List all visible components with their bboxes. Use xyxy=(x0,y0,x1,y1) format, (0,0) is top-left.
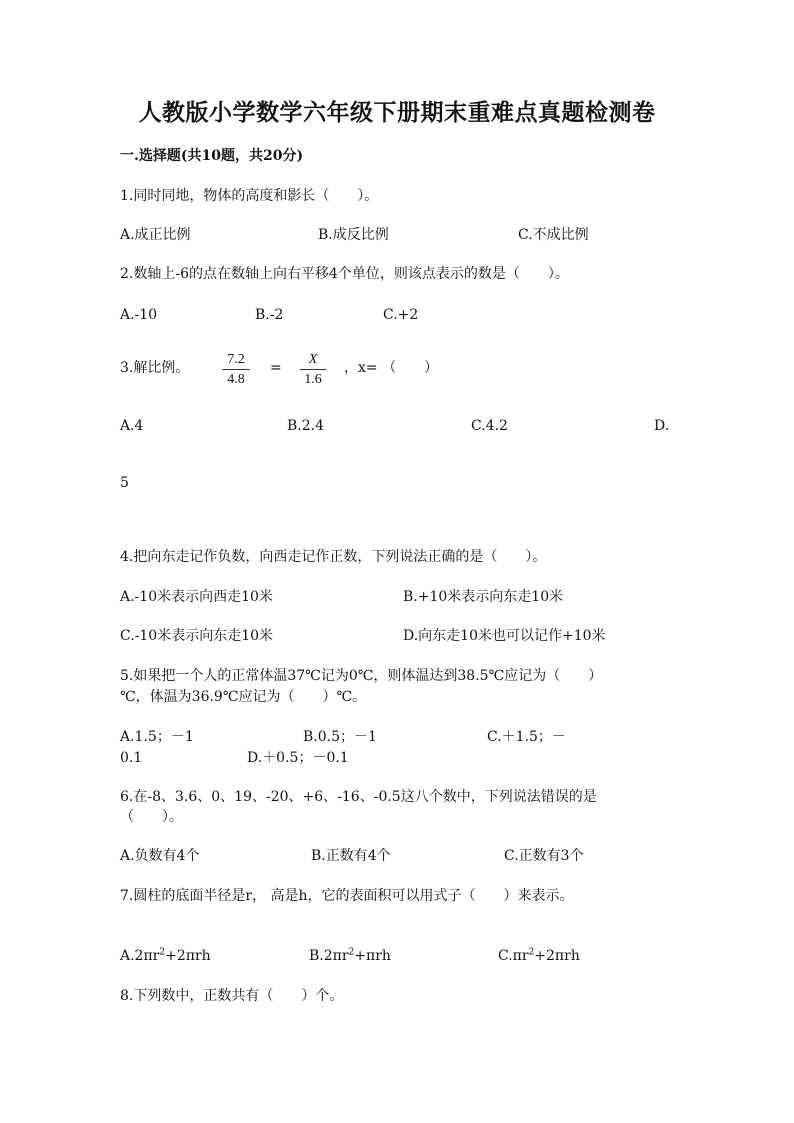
question-3-option-a: A.4 xyxy=(120,418,144,434)
question-3-option-d: D. xyxy=(654,418,670,434)
question-7-stem: 7.圆柱的底面半径是r， 高是h，它的表面积可以用式子（ ）来表示。 xyxy=(120,888,574,904)
exponent: 2 xyxy=(159,947,166,958)
question-5-stem-line-1: 5.如果把一个人的正常体温37℃记为0℃，则体温达到38.5℃应记为（ ） xyxy=(120,668,603,684)
question-4-option-a: A.-10米表示向西走10米 xyxy=(120,589,273,605)
question-6-option-b: B.正数有4个 xyxy=(311,848,391,864)
question-3-left-fraction xyxy=(222,351,250,388)
option-b-label: B.2πr xyxy=(309,948,349,964)
question-6-option-a: A.负数有4个 xyxy=(120,848,200,864)
question-3-stem-suffix: ，x= （ ） xyxy=(344,360,439,376)
question-3-option-c: C.4.2 xyxy=(471,418,508,434)
question-3-equals: = xyxy=(270,360,282,376)
question-6-stem-line-2: （ ）。 xyxy=(120,809,183,825)
question-1-option-c: C.不成比例 xyxy=(518,227,589,243)
question-5-option-a: A.1.5；－1 xyxy=(120,729,194,745)
question-2-option-c: C.+2 xyxy=(383,307,419,323)
option-c-rest: +2πrh xyxy=(534,948,580,964)
option-c-label: C.πr xyxy=(498,948,529,964)
exponent: 2 xyxy=(348,947,355,958)
question-6-stem-line-1: 6.在-8、3.6、0、19、-20、+6、-16、-0.5这八个数中，下列说法错误的是 xyxy=(120,789,597,805)
question-5-stem-line-2: ℃，体温为36.9℃应记为（ ）℃。 xyxy=(120,689,367,705)
question-2-option-b: B.-2 xyxy=(255,307,284,323)
right-denominator: 1.6 xyxy=(304,372,322,387)
question-1-stem: 1.同时同地，物体的高度和影长（ ）。 xyxy=(120,188,379,204)
question-3-right-fraction xyxy=(300,351,326,388)
question-3-option-d-value: 5 xyxy=(120,475,129,491)
exponent: 2 xyxy=(528,947,535,958)
question-6-option-c: C.正数有3个 xyxy=(504,848,584,864)
section-heading: 一.选择题(共10题，共20分) xyxy=(120,148,304,164)
question-8-stem: 8.下列数中，正数共有（ ）个。 xyxy=(120,988,344,1004)
fraction-bar xyxy=(222,369,250,370)
option-b-rest: +πrh xyxy=(354,948,391,964)
left-denominator: 4.8 xyxy=(227,372,245,387)
question-4-option-b: B.+10米表示向东走10米 xyxy=(403,589,564,605)
question-5-option-d: D.＋0.5；－0.1 xyxy=(247,750,349,766)
question-4-option-d: D.向东走10米也可以记作+10米 xyxy=(403,628,606,644)
question-4-option-c: C.-10米表示向东走10米 xyxy=(120,628,274,644)
question-7-option-a xyxy=(120,946,211,966)
question-5-option-c-continued: 0.1 xyxy=(120,750,143,766)
question-1-option-a: A.成正比例 xyxy=(120,227,191,243)
question-7-option-c xyxy=(498,946,580,966)
page-title: 人教版小学数学六年级下册期末重难点真题检测卷 xyxy=(138,99,656,126)
question-1-option-b: B.成反比例 xyxy=(318,227,389,243)
left-numerator: 7.2 xyxy=(227,352,245,367)
right-numerator: X xyxy=(308,352,318,367)
question-2-option-a: A.-10 xyxy=(120,307,158,323)
question-5-option-c: C.＋1.5；－ xyxy=(487,729,566,745)
question-3-stem-prefix: 3.解比例。 xyxy=(120,360,190,376)
question-3-option-b: B.2.4 xyxy=(287,418,325,434)
fraction-bar xyxy=(300,369,326,370)
question-7-option-b xyxy=(309,946,391,966)
question-5-option-b: B.0.5；－1 xyxy=(303,729,377,745)
question-4-stem: 4.把向东走记作负数，向西走记作正数，下列说法正确的是（ ）。 xyxy=(120,549,547,565)
option-a-label: A.2πr xyxy=(120,948,160,964)
question-2-stem: 2.数轴上-6的点在数轴上向右平移4个单位，则该点表示的数是（ ）。 xyxy=(120,266,569,282)
option-a-rest: +2πrh xyxy=(165,948,211,964)
